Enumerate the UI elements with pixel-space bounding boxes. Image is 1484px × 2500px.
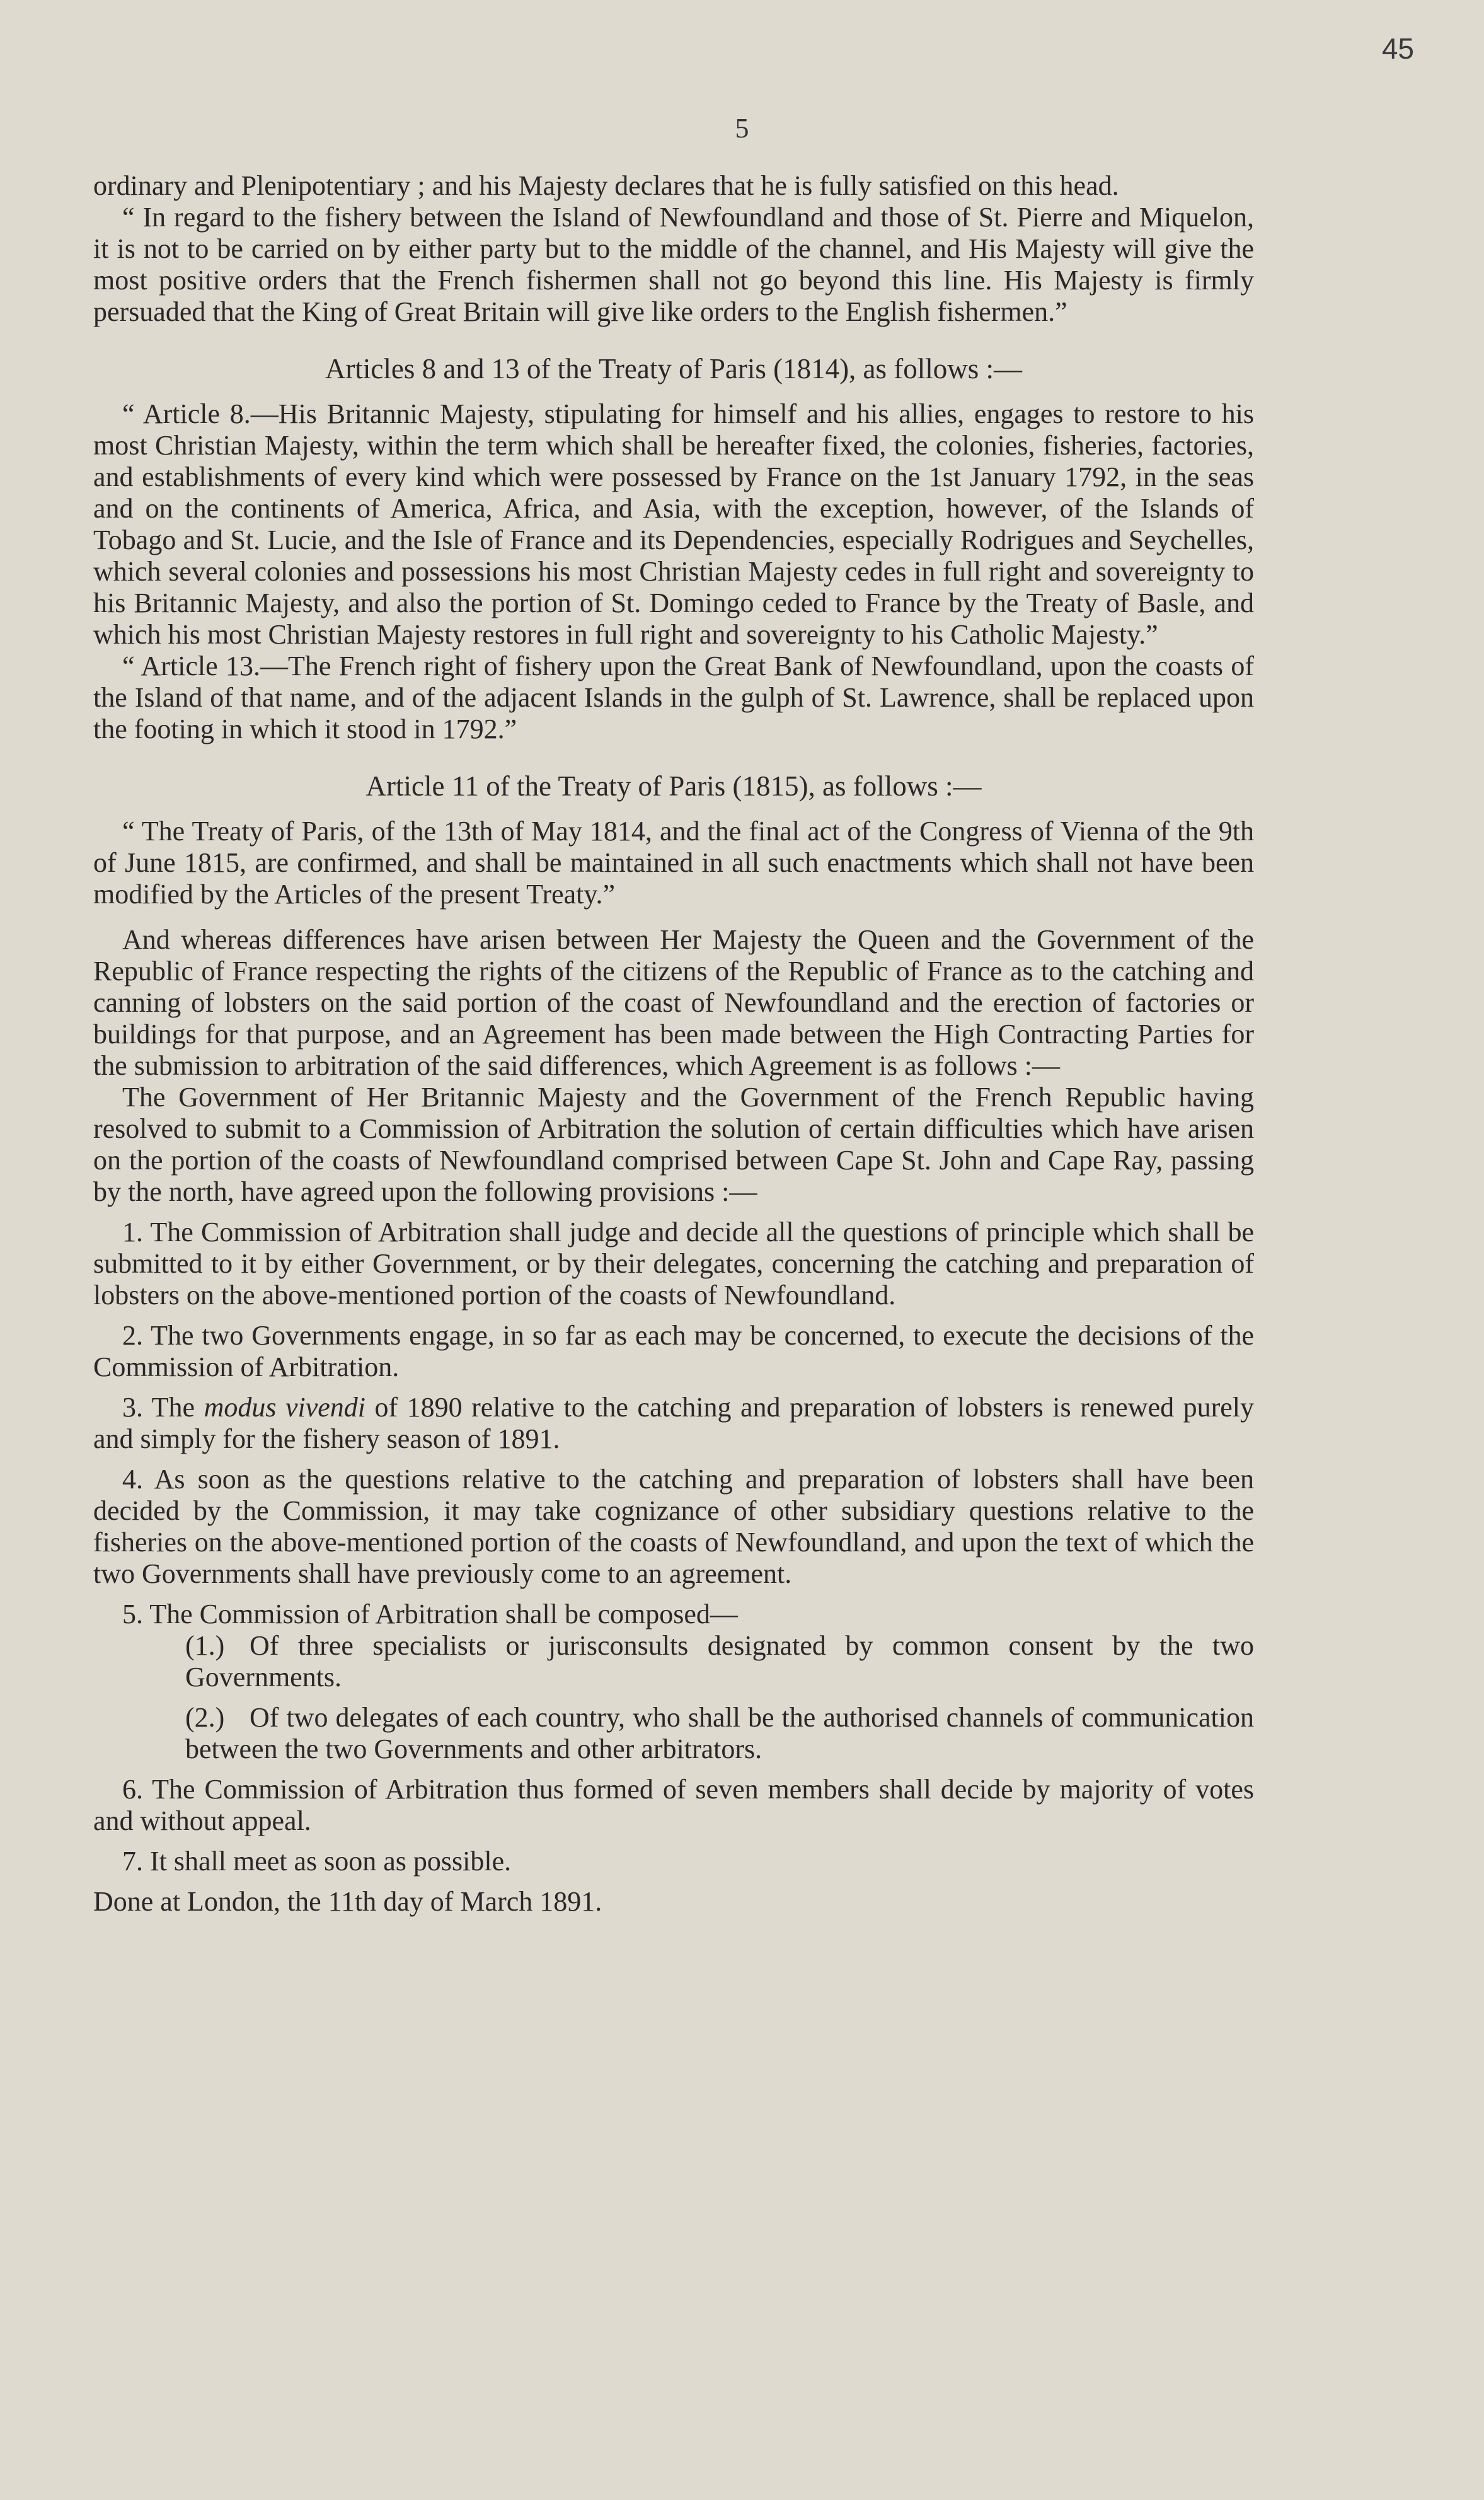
provision-3-prefix: 3. The [122, 1392, 195, 1423]
inner-page-number: 5 [735, 113, 749, 144]
heading-treaty-1814: Articles 8 and 13 of the Treaty of Paris (1814), as follows :— [325, 353, 1023, 385]
paragraph-done-at-london: Done at London, the 11th day of March 1891. [93, 1886, 602, 1917]
paragraph-provision-5: 5. The Commission of Arbitration shall be composed— [122, 1599, 738, 1629]
paragraph-article-8: “ Article 8.—His Britannic Majesty, stipulating for himself and his allies, engages to restore to his most Christian Majesty, within the term which shall be hereafter fixed, the colonies, fisheries, factories, and establishments of every kind which were possessed by France on the 1st January 1792, in the seas and on the continents of America, Africa, and Asia, with the exception, however, of the Islands of Tobago and St. Lucie, and the Isle of France and its Dependencies, especially Rodrigues and Seychelles, which several colonies and possessions his most Christian Majesty cedes in full right and sovereignty to his Britannic Majesty, and also the portion of St. Domingo ceded to France by the Treaty of Basle, and which his most Christian Majesty restores in full right and sovereignty to his Catholic Majesty.” [93, 398, 1254, 650]
paragraph-provision-1: 1. The Commission of Arbitration shall judge and decide all the questions of principle which shall be submitted to it by either Government, or by their delegates, concerning the catching and preparation of lobsters on the above-mentioned portion of the coasts of Newfoundland. [93, 1217, 1254, 1311]
document-body [93, 170, 1254, 1918]
paragraph-provision-7: 7. It shall meet as soon as possible. [122, 1846, 512, 1877]
paragraph-article-13: “ Article 13.—The French right of fishery upon the Great Bank of Newfoundland, upon the coasts of the Island of that name, and of the adjacent Islands in the gulph of St. Lawrence, shall be replaced upon the footing in which it stood in 1792.” [93, 651, 1254, 744]
paragraph-provision-6: 6. The Commission of Arbitration thus formed of seven members shall decide by majority of votes and without appeal. [93, 1774, 1254, 1836]
paragraph-provision-3 [93, 1392, 1254, 1455]
paragraph-fishery-newfoundland: “ In regard to the fishery between the Island of Newfoundland and those of St. Pierre and Miquelon, it is not to be carried on by either party but to the middle of the channel, and His Majesty will give the most positive orders that the French fishermen shall not go beyond this line. His Majesty is firmly persuaded that the King of Great Britain will give like orders to the English fishermen.” [93, 202, 1254, 327]
paragraph-provision-2: 2. The two Governments engage, in so far as each may be concerned, to execute the decisions of the Commission of Arbitration. [93, 1320, 1254, 1382]
heading-treaty-1815: Article 11 of the Treaty of Paris (1815), as follows :— [365, 770, 982, 802]
sub-item-1-text: Of three specialists or jurisconsults designated by common consent by the two Governments. [185, 1630, 1254, 1693]
paragraph-whereas: And whereas differences have arisen between Her Majesty the Queen and the Government of the Republic of France respecting the rights of the citizens of the Republic of France as to the catching and canning of lobsters on the said portion of the coast of Newfoundland and the erection of factories or buildings for that purpose, and an Agreement has been made between the High Contracting Parties for the submission to arbitration of the said differences, which Agreement is as follows :— [93, 924, 1254, 1081]
paragraph-article-11: “ The Treaty of Paris, of the 13th of May 1814, and the final act of the Congress of Vienna of the 9th of June 1815, are confirmed, and shall be maintained in all such enactments which shall not have been modified by the Articles of the present Treaty.” [93, 816, 1254, 910]
sub-item-2-text: Of two delegates of each country, who shall be the authorised channels of communication between the two Governments and other arbitrators. [185, 1702, 1254, 1764]
sub-item-1-label: (1.) [185, 1630, 225, 1661]
sub-item-2 [93, 1702, 1254, 1765]
sub-item-1 [93, 1630, 1254, 1693]
sub-item-2-label: (2.) [185, 1702, 225, 1733]
paragraph-agreement-intro: The Government of Her Britannic Majesty and the Government of the French Republic having resolved to submit to a Commission of Arbitration the solution of certain difficulties which have arisen on the portion of the coasts of Newfoundland comprised between Cape St. John and Cape Ray, passing by the north, have agreed upon the following provisions :— [93, 1082, 1254, 1207]
outer-page-number: 45 [1381, 32, 1414, 65]
provision-3-suffix: of 1890 relative to the catching and preparation of lobsters is renewed purely and simply for the fishery season of 1891. [93, 1392, 1254, 1454]
modus-vivendi-text: modus vivendi [204, 1392, 365, 1423]
paragraph-provision-4: 4. As soon as the questions relative to the catching and preparation of lobsters shall have been decided by the Commission, it may take cognizance of other subsidiary questions relative to the fisheries on the above-mentioned portion of the coasts of Newfoundland, and upon the text of which the two Governments shall have previously come to an agreement. [93, 1464, 1254, 1589]
paragraph-continuation: ordinary and Plenipotentiary ; and his Majesty declares that he is fully satisfied on this head. [93, 170, 1119, 201]
